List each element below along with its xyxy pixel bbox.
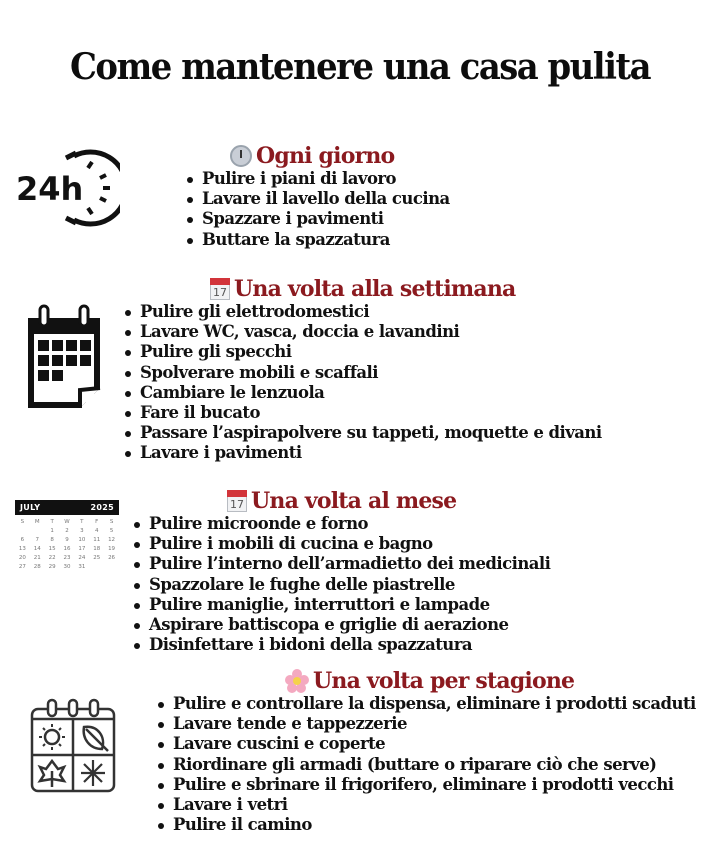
list-item: Pulire i mobili di cucina e bagno: [131, 534, 550, 554]
section-weekly: [122, 276, 602, 464]
calendar-day: M: [34, 519, 40, 525]
calendar-day: 30: [63, 564, 71, 570]
list-item: Pulire microonde e forno: [131, 514, 550, 534]
calendar-day: 16: [63, 546, 71, 552]
list-item: Pulire gli specchi: [122, 342, 602, 362]
list-item: Lavare WC, vasca, doccia e lavandini: [122, 322, 602, 342]
calendar-day: 3: [80, 528, 84, 534]
calendar-day: S: [109, 519, 114, 525]
section-heading: Una volta alla settimana: [234, 276, 516, 302]
calendar-day: 25: [93, 555, 101, 561]
calendar-emoji-icon: 17: [227, 490, 247, 512]
calendar-day: S: [20, 519, 25, 525]
calendar-day: W: [64, 519, 70, 525]
calendar-day: 19: [108, 546, 116, 552]
list-item: Lavare il lavello della cucina: [184, 189, 450, 209]
calendar-day: F: [95, 519, 99, 525]
section-heading: Ogni giorno: [256, 143, 395, 169]
task-list: [184, 169, 450, 250]
list-item: Fare il bucato: [122, 403, 602, 423]
calendar-day: 6: [20, 537, 25, 543]
calendar-day: 23: [63, 555, 71, 561]
calendar-day: 13: [18, 546, 26, 552]
seasons-calendar-icon: [28, 697, 118, 795]
calendar-day: 24: [78, 555, 86, 561]
calendar-day: [30, 528, 45, 534]
list-item: Riordinare gli armadi (buttare o riparare ciò che serve): [155, 755, 696, 775]
list-item: Pulire gli elettrodomestici: [122, 302, 602, 322]
calendar-day: 29: [48, 564, 56, 570]
calendar-day: 20: [18, 555, 26, 561]
section-seasonal: [155, 668, 696, 835]
list-item: Pulire maniglie, interruttori e lampade: [131, 595, 550, 615]
calendar-icon: [24, 304, 104, 412]
calendar-day: T: [50, 519, 54, 525]
calendar-year: 2025: [90, 503, 114, 512]
task-list: [122, 302, 602, 464]
calendar-day: 17: [78, 546, 86, 552]
calendar-day: 21: [33, 555, 41, 561]
page-title: Come mantenere una casa pulita: [69, 46, 651, 88]
calendar-day: 9: [65, 537, 69, 543]
calendar-day: [89, 564, 104, 570]
section-monthly: [131, 488, 550, 655]
calendar-day: 10: [78, 537, 86, 543]
calendar-day: 27: [18, 564, 26, 570]
flower-emoji-icon: [285, 669, 309, 693]
calendar-day: 15: [48, 546, 56, 552]
calendar-day: 12: [108, 537, 116, 543]
list-item: Pulire e sbrinare il frigorifero, eliminare i prodotti vecchi: [155, 775, 696, 795]
list-item: Lavare i pavimenti: [122, 443, 602, 463]
calendar-day: 11: [93, 537, 101, 543]
calendar-day: 4: [94, 528, 99, 534]
section-daily: [184, 143, 450, 250]
list-item: Aspirare battiscopa e griglie di aerazione: [131, 615, 550, 635]
calendar-day: 31: [78, 564, 86, 570]
list-item: Lavare cuscini e coperte: [155, 734, 696, 754]
list-item: Passare l’aspirapolvere su tappeti, moquette e divani: [122, 423, 602, 443]
calendar-day: 14: [33, 546, 41, 552]
list-item: Pulire e controllare la dispensa, eliminare i prodotti scaduti: [155, 694, 696, 714]
list-item: Pulire i piani di lavoro: [184, 169, 450, 189]
list-item: Lavare i vetri: [155, 795, 696, 815]
month-calendar-icon: [15, 500, 119, 570]
clock-emoji-icon: [230, 145, 252, 167]
list-item: Pulire l’interno dell’armadietto dei medicinali: [131, 554, 550, 574]
calendar-day: 7: [35, 537, 40, 543]
24h-clock-icon: [14, 148, 120, 228]
calendar-day: 8: [50, 537, 54, 543]
list-item: Spazzare i pavimenti: [184, 209, 450, 229]
list-item: Pulire il camino: [155, 815, 696, 835]
list-item: Buttare la spazzatura: [184, 230, 450, 250]
calendar-day: T: [80, 519, 84, 525]
calendar-emoji-icon: 17: [210, 278, 230, 300]
list-item: Lavare tende e tappezzerie: [155, 714, 696, 734]
list-item: Spazzolare le fughe delle piastrelle: [131, 575, 550, 595]
calendar-day: 5: [109, 528, 114, 534]
calendar-day: 18: [93, 546, 101, 552]
calendar-day: [15, 528, 30, 534]
calendar-day: 2: [65, 528, 69, 534]
calendar-day: 26: [108, 555, 116, 561]
list-item: Disinfettare i bidoni della spazzatura: [131, 635, 550, 655]
calendar-day: 22: [48, 555, 56, 561]
task-list: [131, 514, 550, 655]
section-heading: Una volta al mese: [251, 488, 457, 514]
list-item: Spolverare mobili e scaffali: [122, 363, 602, 383]
calendar-day: 1: [50, 528, 54, 534]
task-list: [155, 694, 696, 835]
svg-text:24h: 24h: [16, 170, 84, 208]
calendar-day: [104, 564, 119, 570]
list-item: Cambiare le lenzuola: [122, 383, 602, 403]
calendar-day: 28: [33, 564, 41, 570]
calendar-grid: [15, 519, 119, 570]
calendar-month: JULY: [20, 503, 41, 512]
section-heading: Una volta per stagione: [313, 668, 575, 694]
